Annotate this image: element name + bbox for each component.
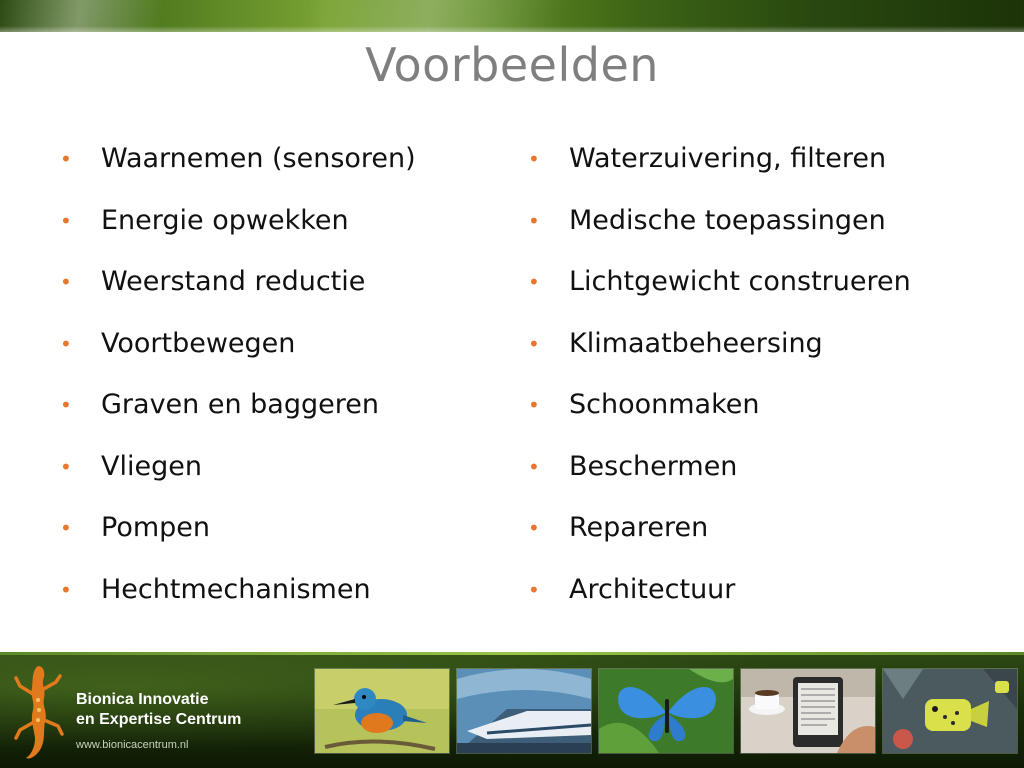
list-item	[60, 567, 416, 629]
list-item-label: Medische toepassingen	[569, 204, 886, 236]
boxfish-photo	[882, 668, 1018, 754]
list-item-label: Weerstand reductie	[101, 266, 366, 297]
list-item-label: Waarnemen (sensoren)	[101, 143, 416, 174]
list-item	[528, 136, 911, 198]
list-item-label: Schoonmaken	[569, 389, 760, 420]
top-banner	[0, 0, 1024, 32]
list-item-label: Pompen	[101, 512, 211, 543]
bullet-icon: •	[528, 331, 540, 356]
list-item-label: Repareren	[569, 512, 709, 543]
list-item	[528, 198, 911, 260]
list-item	[60, 136, 416, 198]
bullet-icon: •	[60, 393, 72, 417]
list-item	[60, 444, 416, 506]
list-item-label: Graven en baggeren	[101, 389, 379, 420]
list-item	[528, 567, 911, 629]
bullet-icon: •	[60, 270, 72, 294]
list-item	[528, 259, 911, 321]
footer-banner	[0, 652, 1024, 768]
list-item	[528, 444, 911, 506]
bullet-icon: •	[528, 270, 540, 294]
bullet-icon: •	[60, 331, 72, 356]
butterfly-photo	[598, 668, 734, 754]
bullet-icon: •	[528, 454, 540, 479]
bullet-icon: •	[528, 577, 540, 602]
list-item	[528, 505, 911, 567]
list-item	[60, 321, 416, 383]
bullet-icon: •	[60, 147, 72, 171]
list-item-label: Vliegen	[101, 450, 202, 482]
bullet-icon: •	[528, 516, 540, 540]
list-item-label: Energie opwekken	[101, 204, 349, 236]
bullet-icon: •	[60, 208, 72, 233]
organization-name	[76, 690, 241, 730]
list-item-label: Voortbewegen	[101, 327, 296, 359]
list-item	[60, 382, 416, 444]
slide-title: Voorbeelden	[365, 38, 659, 92]
bullet-icon: •	[528, 147, 540, 171]
organization-name-line1: Bionica Innovatie	[76, 691, 209, 708]
bullet-icon: •	[60, 454, 72, 479]
list-item	[60, 259, 416, 321]
list-item-label: Architectuur	[569, 573, 736, 605]
list-item-label: Waterzuivering, filteren	[569, 143, 887, 174]
ereader-coffee-photo	[740, 668, 876, 754]
list-item	[60, 198, 416, 260]
list-item-label: Lichtgewicht construeren	[569, 266, 911, 297]
website-url: www.bionicacentrum.nl	[76, 739, 189, 751]
train-photo	[456, 668, 592, 754]
list-item	[528, 382, 911, 444]
organization-name-line2: en Expertise Centrum	[76, 711, 242, 728]
list-item-label: Hechtmechanismen	[101, 573, 371, 605]
list-item	[60, 505, 416, 567]
list-item-label: Beschermen	[569, 450, 738, 482]
kingfisher-photo	[314, 668, 450, 754]
bullet-icon: •	[60, 577, 72, 602]
list-item	[528, 321, 911, 383]
list-item-label: Klimaatbeheersing	[569, 327, 823, 359]
left-bullet-list	[60, 136, 416, 628]
bullet-icon: •	[528, 393, 540, 417]
bullet-icon: •	[60, 516, 72, 540]
gecko-icon	[8, 660, 68, 764]
bullet-icon: •	[528, 208, 540, 233]
right-bullet-list	[528, 136, 911, 628]
